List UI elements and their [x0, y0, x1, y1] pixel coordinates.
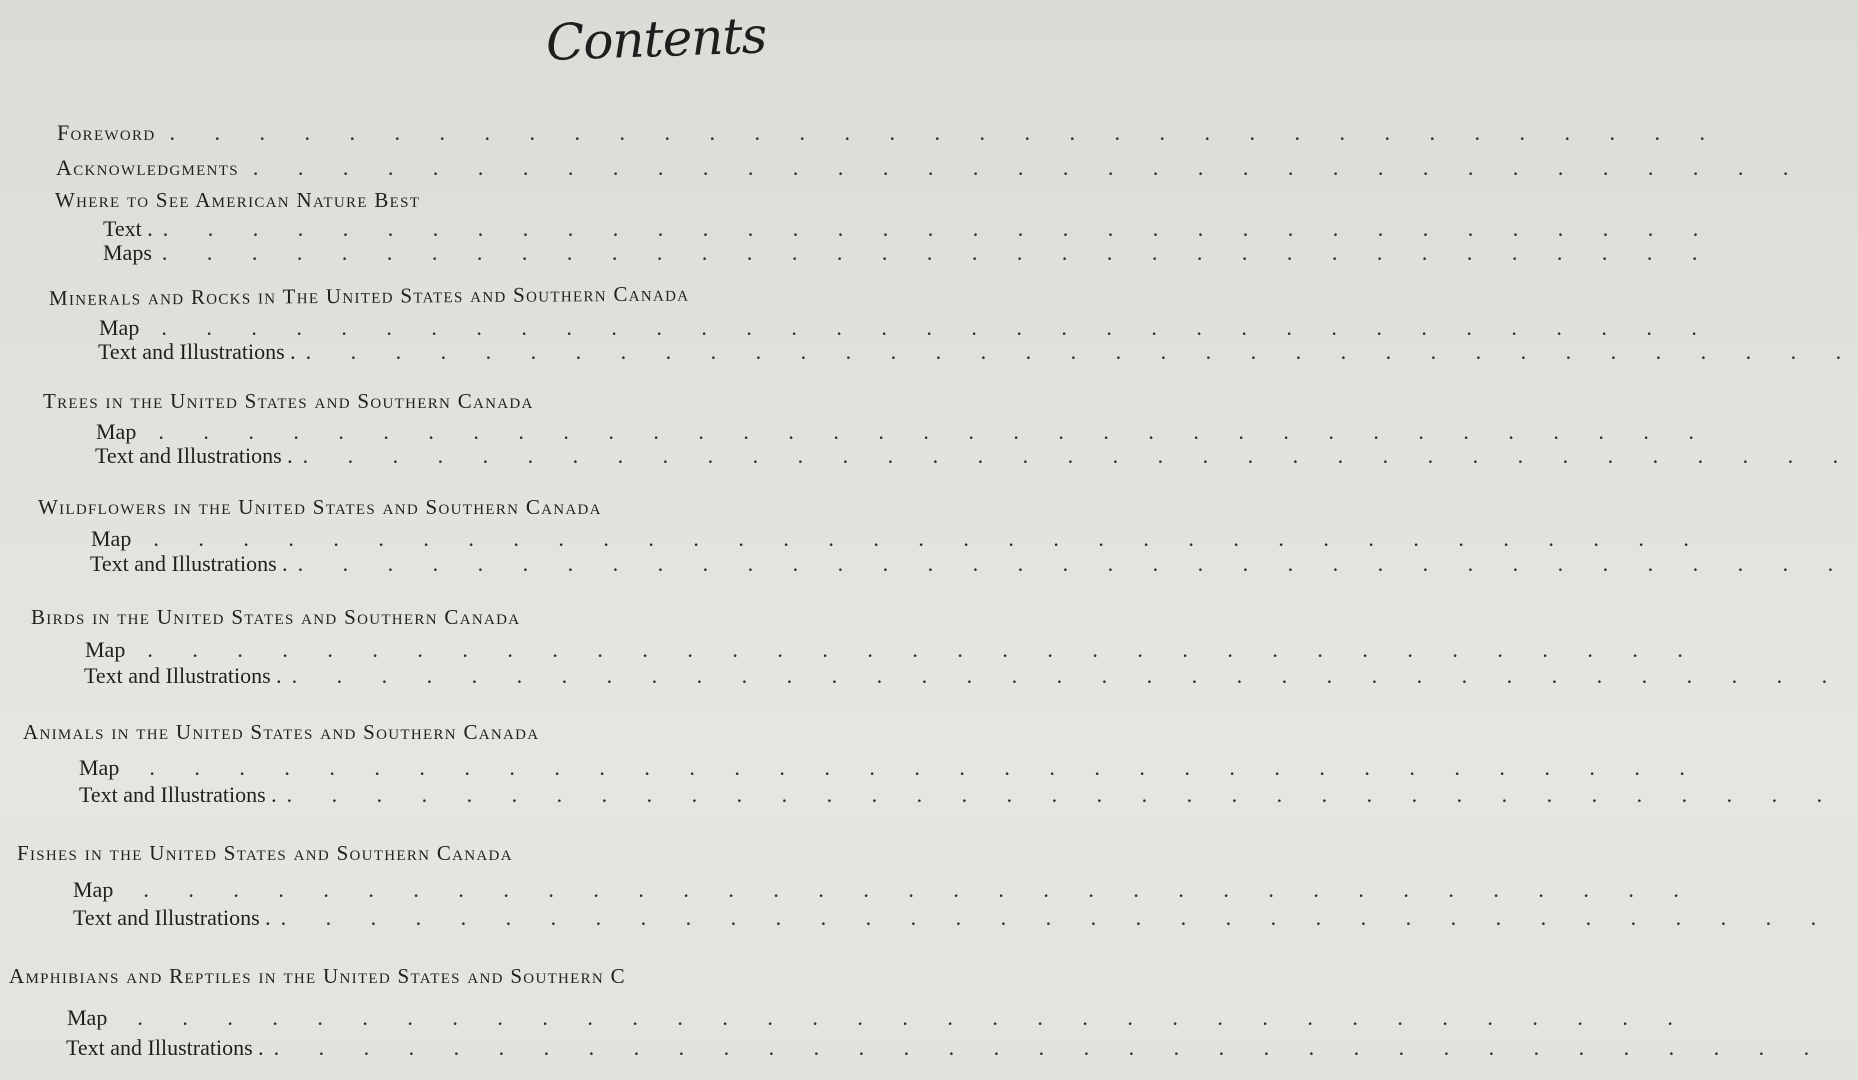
section-heading-wildflowers: Wildflowers in the United States and Southern Canada [38, 495, 602, 519]
dot-leader: . . . . . . . . . . . . . . . . . . . . . . . . . . . . . . . . . . . [302, 443, 1856, 468]
toc-label: Map [73, 877, 114, 902]
dot-leader: . . . . . . . . . . . . . . . . . . . . . . . . . . . . . . . . . . . [280, 905, 1834, 930]
toc-entry-where-text[interactable] [103, 216, 1716, 242]
toc-entry-birds-text[interactable] [84, 663, 1845, 689]
toc-entry-animals-map[interactable] [79, 755, 1702, 781]
dot-leader: . . . . . . . . . . . . . . . . . . . . . . . . . . . . . . . . . . . [158, 419, 1711, 444]
toc-entry-foreword[interactable] [57, 120, 1722, 146]
toc-label: Map [99, 315, 140, 340]
section-heading-birds: Birds in the United States and Southern Canada [31, 605, 521, 629]
toc-entry-fishes-map[interactable] [73, 877, 1696, 903]
toc-entry-trees-map[interactable] [96, 419, 1711, 445]
toc-entry-acknowledgments[interactable] [56, 155, 1806, 181]
toc-label: Acknowledgments [56, 155, 239, 180]
dot-leader: . . . . . . . . . . . . . . . . . . . . . . . . . . . . . . . . . . . [273, 1035, 1827, 1060]
toc-label: Map [67, 1005, 108, 1030]
toc-entry-where-maps[interactable] [103, 240, 1715, 266]
dot-leader: . . . . . . . . . . . . . . . . . . . . . . . . . . . . . . . . . . . [162, 216, 1716, 241]
toc-entry-minerals-text[interactable] [98, 339, 1858, 365]
dot-leader: . . . . . . . . . . . . . . . . . . . . . . . . . . . . . . . . . . . [161, 240, 1715, 265]
toc-label: Text and Illustrations . [98, 339, 296, 364]
dot-leader: . . . . . . . . . . . . . . . . . . . . . . . . . . . . . . . . . . . [147, 637, 1700, 662]
toc-entry-animals-text[interactable] [79, 782, 1840, 808]
toc-label: Maps [103, 240, 152, 265]
toc-label: Map [91, 526, 132, 551]
section-heading-minerals: Minerals and Rocks in The United States and Southern Canada [48, 281, 690, 310]
toc-entry-birds-map[interactable] [85, 637, 1700, 663]
dot-leader: . . . . . . . . . . . . . . . . . . . . . . . . . . . . . . . . . . . [143, 877, 1696, 902]
toc-label: Text and Illustrations . [95, 443, 293, 468]
toc-label: Text and Illustrations . [84, 663, 282, 688]
section-heading-amphibians: Amphibians and Reptiles in the United States and Southern C [9, 964, 626, 988]
toc-entry-fishes-text[interactable] [73, 905, 1834, 931]
toc-label: Map [96, 419, 137, 444]
dot-leader: . . . . . . . . . . . . . . . . . . . . . . . . . . . . . . . . . . . [252, 155, 1806, 180]
toc-label: Text and Illustrations . [79, 782, 277, 807]
dot-leader: . . . . . . . . . . . . . . . . . . . . . . . . . . . . . . . . . . . [153, 526, 1706, 551]
dot-leader: . . . . . . . . . . . . . . . . . . . . . . . . . . . . . . . . . . . [169, 120, 1722, 145]
dot-leader: . . . . . . . . . . . . . . . . . . . . . . . . . . . . . . . . . . . [297, 551, 1851, 576]
toc-label: Map [85, 637, 126, 662]
toc-entry-trees-text[interactable] [95, 443, 1856, 469]
toc-entry-wildflowers-map[interactable] [91, 526, 1706, 552]
page-title: Contents [545, 6, 768, 72]
toc-entry-amphibians-map[interactable] [67, 1005, 1690, 1031]
toc-entry-wildflowers-text[interactable] [90, 551, 1851, 577]
section-heading-where-to-see: Where to See American Nature Best [55, 188, 421, 212]
toc-entry-amphibians-text[interactable] [66, 1035, 1827, 1061]
dot-leader: . . . . . . . . . . . . . . . . . . . . . . . . . . . . . . . . . . . [286, 782, 1840, 807]
toc-label: Text and Illustrations . [90, 551, 288, 576]
dot-leader: . . . . . . . . . . . . . . . . . . . . . . . . . . . . . . . . . . . [149, 755, 1702, 780]
toc-entry-minerals-map[interactable] [99, 315, 1714, 341]
toc-label: Foreword [57, 120, 156, 145]
toc-label: Text . [103, 216, 153, 241]
dot-leader: . . . . . . . . . . . . . . . . . . . . . . . . . . . . . . . . . . . [291, 663, 1845, 688]
toc-label: Text and Illustrations . [66, 1035, 264, 1060]
dot-leader: . . . . . . . . . . . . . . . . . . . . . . . . . . . . . . . . . . . [305, 339, 1858, 364]
toc-label: Map [79, 755, 120, 780]
toc-label: Text and Illustrations . [73, 905, 271, 930]
dot-leader: . . . . . . . . . . . . . . . . . . . . . . . . . . . . . . . . . . . [137, 1005, 1690, 1030]
section-heading-animals: Animals in the United States and Southern Canada [23, 720, 540, 744]
section-heading-trees: Trees in the United States and Southern Canada [43, 389, 534, 413]
dot-leader: . . . . . . . . . . . . . . . . . . . . . . . . . . . . . . . . . . . [161, 315, 1714, 340]
section-heading-fishes: Fishes in the United States and Southern Canada [17, 841, 513, 865]
